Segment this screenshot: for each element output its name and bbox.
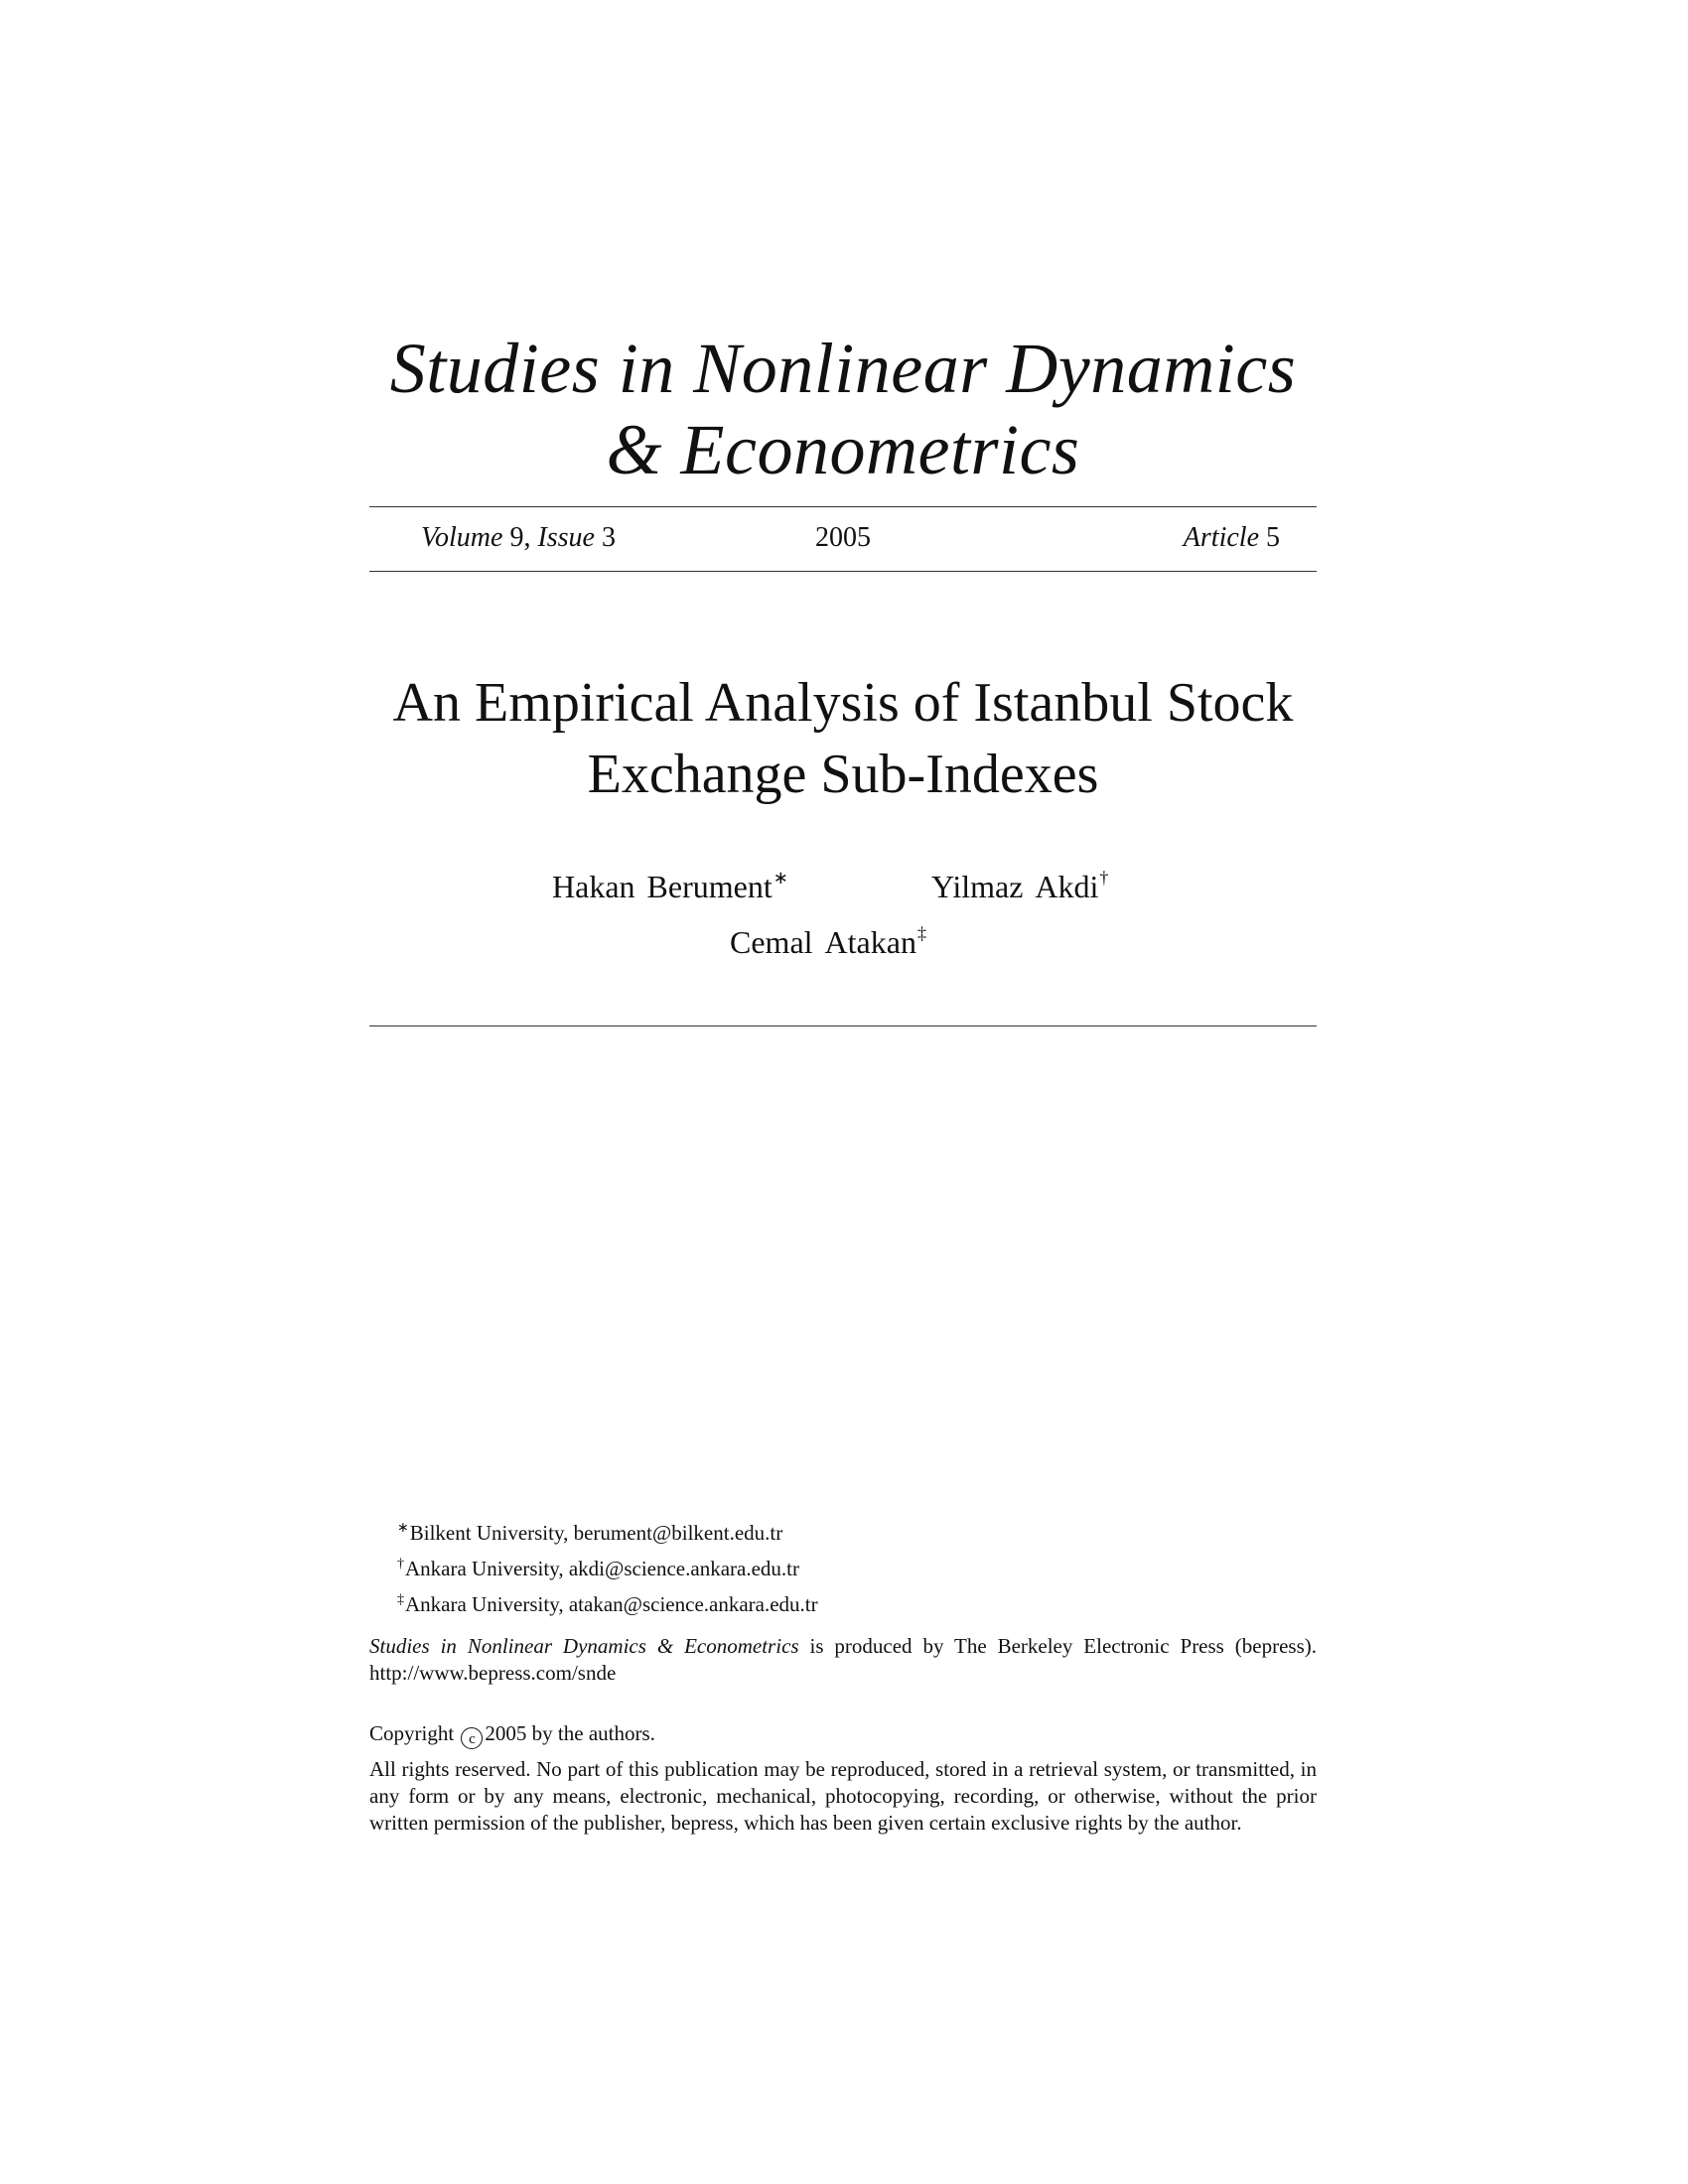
article-number <box>1184 511 1280 565</box>
footnote: ∗Bilkent University, berument@bilkent.edu.tr <box>397 1521 783 1545</box>
header-rule-bottom <box>369 571 1317 572</box>
author-footnote-mark: ∗ <box>773 868 788 887</box>
publisher-note <box>369 1633 1317 1687</box>
rights-statement: All rights reserved. No part of this publication may be reproduced, stored in a retrieval system, or transmitted, in any form or by any means, electronic, mechanical, photocopying, recording, or otherwise, without the prior written permission of the publisher, bepress, which has been given certain exclusive rights by the author. <box>369 1757 1317 1835</box>
author-name: Yilmaz Akdi† <box>931 868 1109 904</box>
title-block-rule <box>369 1025 1317 1026</box>
author-footnote-mark: † <box>1099 868 1109 887</box>
journal-title <box>369 328 1317 490</box>
author-footnote-mark: ‡ <box>916 923 926 943</box>
copyright-icon: c <box>461 1727 483 1749</box>
affiliation-footnotes <box>397 1513 1311 1620</box>
author-name: Cemal Atakan‡ <box>730 923 926 960</box>
issue-label: Issue <box>537 522 595 553</box>
paper-title-line-2: Exchange Sub-Indexes <box>587 744 1099 805</box>
article-label: Article <box>1183 522 1259 553</box>
issue-number: 3 <box>601 522 616 553</box>
publisher-note-journal: Studies in Nonlinear Dynamics & Econometrics <box>369 1634 799 1658</box>
issue-info-row <box>369 511 1317 565</box>
paper-title-line-1: An Empirical Analysis of Istanbul Stock <box>392 672 1294 734</box>
publisher-note-text: is produced by The Berkeley Electronic Press (bepress). http://www.bepress.com/snde <box>369 1634 1317 1685</box>
paper-title <box>369 667 1317 810</box>
header-rule-top <box>369 506 1317 507</box>
copyright-line: Copyright c 2005 by the authors. <box>369 1721 655 1747</box>
author-name: Hakan Berument∗ <box>552 868 788 904</box>
journal-title-line-2: & Econometrics <box>606 410 1080 489</box>
footnote: ‡Ankara University, atakan@science.ankara.edu.tr <box>397 1592 818 1616</box>
volume-label: Volume <box>421 522 503 553</box>
author-list <box>369 850 1317 961</box>
volume-number: 9, <box>509 522 531 553</box>
footnote: †Ankara University, akdi@science.ankara.edu.tr <box>397 1557 799 1580</box>
publication-year: 2005 <box>815 522 871 553</box>
article-number-value: 5 <box>1266 522 1280 553</box>
journal-title-line-1: Studies in Nonlinear Dynamics <box>389 329 1297 408</box>
